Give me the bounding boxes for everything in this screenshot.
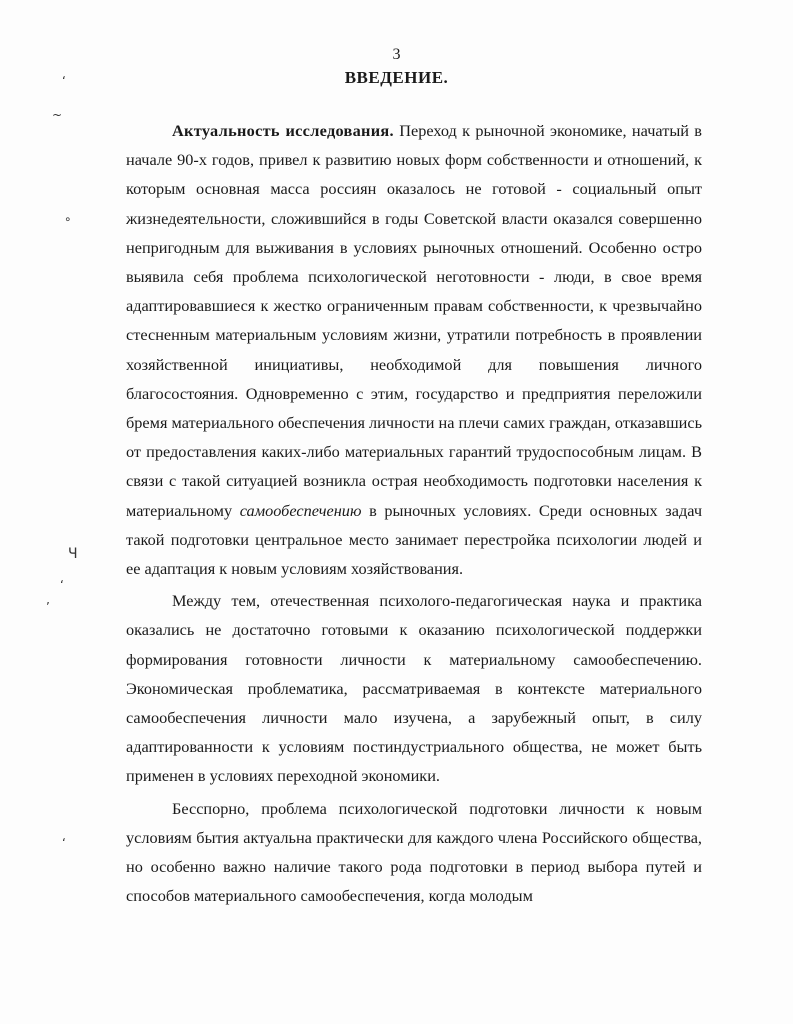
page-number: 3 <box>392 46 401 63</box>
paragraph-1-italic: самообеспечению <box>239 500 362 520</box>
margin-mark: ~ <box>52 108 63 122</box>
body-text <box>126 116 702 910</box>
paragraph-1 <box>126 116 702 583</box>
page-title: ВВЕДЕНИЕ. <box>344 68 449 87</box>
margin-mark: ʻ <box>60 578 64 592</box>
paragraph-1-text-after: в рыночных условиях. Среди основных задач такой подготовки центральное место занимает перестройка психологии людей и ее адаптация к новым условиям хозяйствования. <box>126 500 703 579</box>
paragraph-2: Между тем, отечественная психолого-педагогическая наука и практика оказались не достаточно готовыми к оказанию психологической поддержки формирования готовности личности к материальному самообеспечению. Экономическая проблематика, рассматриваемая в контексте материального самообеспечения личности мало изучена, а зарубежный опыт, в силу адаптированности к условиям постиндустриального общества, не может быть применен в условиях переходной экономики. <box>126 591 702 786</box>
margin-mark: Ч <box>68 546 78 562</box>
margin-mark: ʻ <box>62 836 66 850</box>
paragraph-1-text-before: Переход к рыночной экономике, начатый в начале 90-х годов, привел к развитию новых форм собственности и отношений, к которым основная масса россиян оказалось не готовой - социальный опыт жизнедеятельности, сложившийся в годы Советской власти оказался совершенно непригодным для выживания в условиях рыночных отношений. Особенно остро выявила себя проблема психологической неготовности - люди, в свое время адаптировавшиеся к жестко ограниченным правам собственности, к чрезвычайно стесненным материальным условиям жизни, утратили потребность в проявлении хозяйственной инициативы, необходимой для повышения личного благосостояния. Одновременно с этим, государство и предприятия переложили бремя материального обеспечения личности на плечи самих граждан, отказавшись от предоставления каких-либо материальных гарантий трудоспособным лицам. В связи с такой ситуацией возникла острая необходимость подготовки населения к материальному <box>126 121 702 520</box>
paragraph-1-lead: Актуальность исследования. <box>172 121 394 140</box>
margin-mark: ∘ <box>64 212 72 226</box>
margin-mark: ’ <box>46 600 50 614</box>
margin-mark: ʻ <box>62 74 66 88</box>
paragraph-3: Бесспорно, проблема психологической подготовки личности к новым условиям бытия актуальна практически для каждого члена Российского общества, но особенно важно наличие такого рода подготовки в период выбора путей и способов материального самообеспечения, когда молодым <box>126 798 702 906</box>
